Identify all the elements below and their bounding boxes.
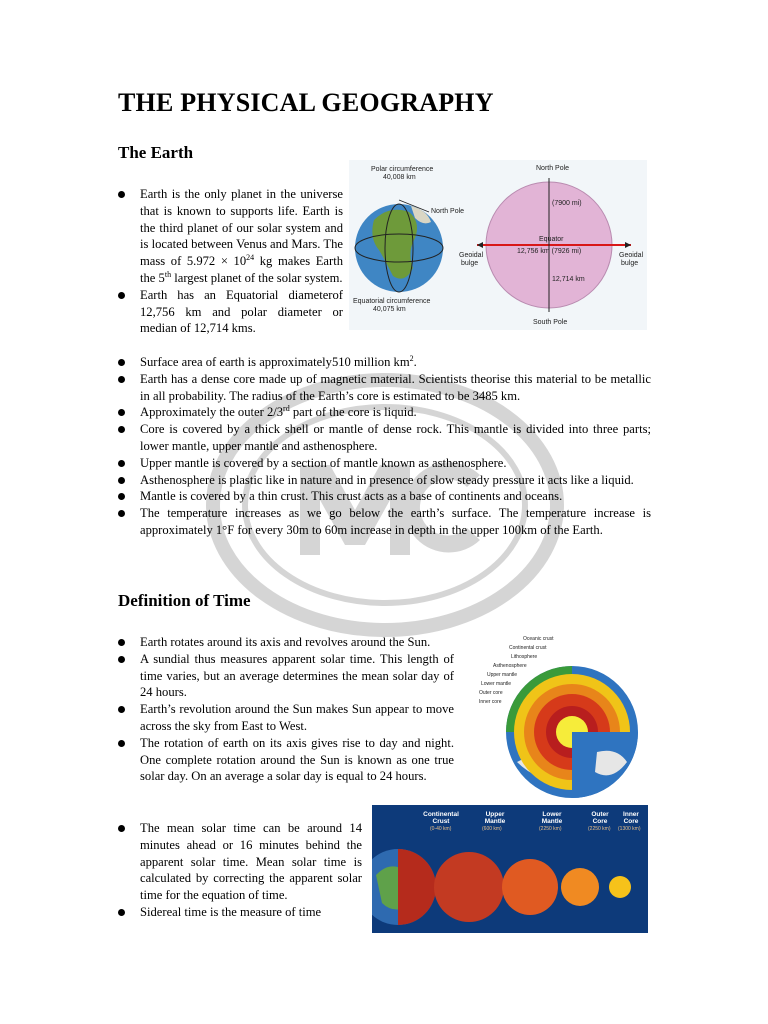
layer-label-2: Continental crust <box>509 645 547 651</box>
crust-col-3-name-1: Lower <box>542 811 562 818</box>
layer-label-1: Oceanic crust <box>523 636 554 642</box>
crust-col-5-depth: (1300 km) <box>618 826 641 832</box>
crust-col-1-name-2: Crust <box>432 818 450 825</box>
crust-col-4-name-1: Outer <box>591 811 609 818</box>
page-title: THE PHYSICAL GEOGRAPHY <box>118 88 494 117</box>
crust-col-2-name-2: Mantle <box>484 818 506 825</box>
earth-bullet-8: Asthenosphere is plastic like in nature and in presence of slow steady pressure it acts like a liquid. <box>118 472 651 489</box>
time-bullet-4: The rotation of earth on its axis gives rise to day and night. One complete rotation around the Sun is known as one true solar day. On an average a solar day is equal to 24 hours. <box>118 735 454 785</box>
earth-bullet-9: Mantle is covered by a thin crust. This crust acts as a base of continents and oceans. <box>118 488 651 505</box>
earth-bullet-1: Earth is the only planet in the universe that is known to supports life. Earth is the third planet of our solar system and is located between Venus and Mars. The mass of $5.972 \times 10^{24}$ kg makes Earth the 5th largest planet of the solar system. <box>118 186 343 287</box>
crust-col-4-name-2: Core <box>592 818 608 825</box>
section-heading-earth: The Earth <box>118 143 194 162</box>
time-bullet-list-b <box>118 820 362 921</box>
time-bullet-list-a <box>118 634 454 785</box>
continental-crust-cut <box>398 849 436 925</box>
right-arrowhead <box>625 242 631 248</box>
layer-label-8: Inner core <box>479 699 502 705</box>
crust-col-4-depth: (2250 km) <box>588 826 611 832</box>
crust-col-3-name-2: Mantle <box>541 818 563 825</box>
earth-layers-figure <box>477 632 647 802</box>
time-bullet-1: Earth rotates around its axis and revolves around the Sun. <box>118 634 454 651</box>
crust-col-5-name-2: Core <box>623 818 639 825</box>
section-heading-time: Definition of Time <box>118 591 251 610</box>
earth-bullet-6: Core is covered by a thick shell or mantle of dense rock. This mantle is divided into three parts; lower mantle, upper mantle and asthenosphere. <box>118 421 651 455</box>
geoidal-bulge-right-2: bulge <box>621 260 639 267</box>
geoidal-bulge-left-1: Geoidal <box>459 252 484 259</box>
crust-col-1-depth: (0-40 km) <box>430 826 452 832</box>
earth-bullet-5: Approximately the outer 2/3rd part of the core is liquid. <box>118 404 651 421</box>
inner-core-sphere <box>609 876 631 898</box>
earth-bullet-10: The temperature increases as we go below the earth’s surface. The temperature increase is approximately 1°F for every 30m to 60m increase in depth in the upper 100km of the Earth. <box>118 505 651 539</box>
equator-value: 12,756 km (7926 mi) <box>517 248 582 255</box>
polar-circumference-label: Polar circumference <box>371 166 434 173</box>
layer-label-4: Asthenosphere <box>493 663 527 669</box>
time-bullet-2: A sundial thus measures apparent solar time. This length of time varies, but an average determines the mean solar day of 24 hours. <box>118 651 454 701</box>
polar-diameter-km: 12,714 km <box>552 276 585 283</box>
crust-col-2-name-1: Upper <box>485 811 505 818</box>
earth-dimensions-figure <box>349 160 647 330</box>
outer-core-sphere <box>561 868 599 906</box>
crust-col-2-depth: (600 km) <box>482 826 502 832</box>
layer-label-5: Upper mantle <box>487 672 518 678</box>
north-pole-label: North Pole <box>536 165 570 172</box>
lower-mantle-sphere <box>502 859 558 915</box>
upper-mantle-sphere <box>434 852 504 922</box>
geoidal-bulge-right-1: Geoidal <box>619 252 644 259</box>
left-arrowhead <box>477 242 483 248</box>
crust-col-5-name-1: Inner <box>623 811 639 818</box>
time-bullet-6: Sidereal time is the measure of time <box>118 904 362 921</box>
polar-diameter-mi: (7900 mi) <box>552 200 582 207</box>
earth-layers-svg <box>477 632 647 802</box>
crust-col-1-name-1: Continental <box>423 811 459 818</box>
earth-bullet-2: Earth has an Equatorial diameterof 12,756 km and polar diameter or median of 12,714 kms. <box>118 287 343 337</box>
equator-label: Equator <box>539 236 564 243</box>
earth-bullet-list-wide <box>118 354 651 539</box>
layer-label-6: Lower mantle <box>481 681 512 687</box>
geoidal-bulge-left-2: bulge <box>461 260 479 267</box>
time-bullet-5: The mean solar time can be around 14 minutes ahead or 16 minutes behind the apparent solar time. Mean solar time is calculated by correcting the apparent solar time for the equation of time. <box>118 820 362 904</box>
equatorial-circumference-value: 40,075 km <box>373 306 406 313</box>
time-bullet-3: Earth’s revolution around the Sun makes Sun appear to move across the sky from East to West. <box>118 701 454 735</box>
earth-bullet-3: Surface area of earth is approximately510 million $km^2$. <box>118 354 651 371</box>
earth-bullet-4: Earth has a dense core made up of magnetic material. Scientists theorise this material to be metallic in all probability. The radius of the Earth’s core is estimated to be 3485 km. <box>118 371 651 405</box>
north-pole-label-left: North Pole <box>431 208 465 215</box>
crust-col-3-depth: (2250 km) <box>539 826 562 832</box>
south-pole-label: South Pole <box>533 319 568 326</box>
layer-label-3: Lithosphere <box>511 654 538 660</box>
earth-layer-comparison-figure <box>372 805 648 933</box>
equatorial-circumference-label: Equatorial circumference <box>353 298 431 305</box>
earth-bullet-7: Upper mantle is covered by a section of mantle known as asthenosphere. <box>118 455 651 472</box>
layer-label-7: Outer core <box>479 690 503 696</box>
polar-circumference-value: 40,008 km <box>383 174 416 181</box>
earth-bullet-list-narrow <box>118 186 343 337</box>
